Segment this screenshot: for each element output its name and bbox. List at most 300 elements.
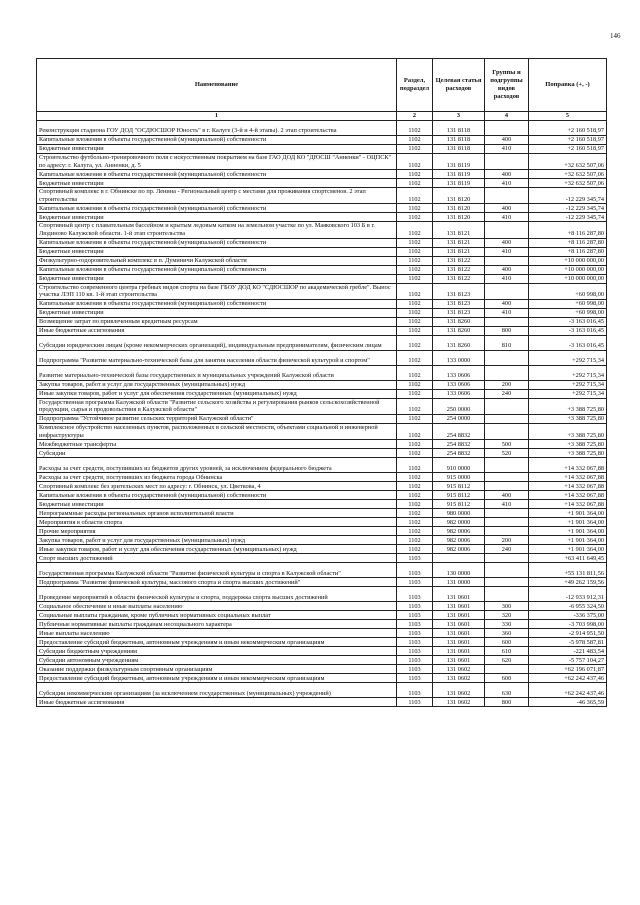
cell-expense-group: 410 <box>485 308 529 317</box>
column-header-target-article: Целевая статья расходов <box>433 59 485 112</box>
cell-section: 1103 <box>397 587 433 602</box>
cell-target-article: 131 8122 <box>433 265 485 274</box>
cell-section: 1102 <box>397 326 433 335</box>
cell-expense-group: 800 <box>485 698 529 707</box>
cell-target-article: 915 0000 <box>433 473 485 482</box>
cell-section: 1102 <box>397 509 433 518</box>
cell-name: Капитальные вложения в объекты государственной (муниципальной) собственности <box>37 204 397 213</box>
cell-amendment: +292 715,34 <box>529 365 607 380</box>
cell-expense-group: 800 <box>485 326 529 335</box>
cell-name: Проведение мероприятий в области физической культуры и спорта, поддержка спорта высших достижений <box>37 587 397 602</box>
cell-target-article: 131 8120 <box>433 204 485 213</box>
cell-expense-group: 410 <box>485 179 529 188</box>
cell-name: Государственная программа Калужской области "Развитие сельского хозяйства и регулирования рынков сельскохозяйственной продукции, сырья и продовольствия в Калужской области" <box>37 398 397 414</box>
table-row <box>37 698 607 707</box>
cell-amendment: +2 160 518,97 <box>529 136 607 145</box>
cell-section: 1102 <box>397 449 433 458</box>
cell-amendment: +3 388 725,80 <box>529 423 607 439</box>
cell-section: 1102 <box>397 518 433 527</box>
table-row <box>37 545 607 554</box>
cell-amendment: +55 131 811,56 <box>529 563 607 578</box>
cell-target-article: 133 0606 <box>433 380 485 389</box>
cell-expense-group <box>485 554 529 563</box>
cell-target-article: 131 8119 <box>433 154 485 170</box>
cell-name: Бюджетные инвестиции <box>37 274 397 283</box>
cell-expense-group: 620 <box>485 656 529 665</box>
cell-expense-group: 400 <box>485 265 529 274</box>
cell-section: 1102 <box>397 440 433 449</box>
cell-name: Строительство футбольно-тренировочного поля с искусственным покрытием на базе ГАО ДОД КО "ДЮСШ "Анненки" - ОЦПСК" по адресу: г. Калуга, ул. Анненки, д. 5 <box>37 154 397 170</box>
cell-section: 1102 <box>397 179 433 188</box>
cell-section: 1102 <box>397 335 433 350</box>
cell-target-article: 915 8112 <box>433 482 485 491</box>
cell-section: 1102 <box>397 414 433 423</box>
cell-amendment: +3 388 725,80 <box>529 449 607 458</box>
cell-name: Субсидии некоммерческим организациям (за исключением государственных (муниципальных) учреждений) <box>37 683 397 698</box>
cell-target-article: 131 0602 <box>433 665 485 674</box>
cell-expense-group: 360 <box>485 629 529 638</box>
table-row <box>37 204 607 213</box>
cell-target-article: 131 0601 <box>433 656 485 665</box>
cell-target-article: 131 8123 <box>433 308 485 317</box>
cell-name: Субсидии юридическим лицам (кроме некоммерческих организаций), индивидуальным предпринимателям, физическим лицам <box>37 335 397 350</box>
table-row <box>37 188 607 204</box>
cell-name: Государственная программа Калужской области "Развитие физической культуры и спорта в Калужской области" <box>37 563 397 578</box>
cell-expense-group <box>485 154 529 170</box>
cell-expense-group <box>485 423 529 439</box>
table-row <box>37 179 607 188</box>
cell-name: Бюджетные инвестиции <box>37 179 397 188</box>
table-row <box>37 308 607 317</box>
table-row <box>37 398 607 414</box>
cell-target-article: 131 8118 <box>433 136 485 145</box>
table-row <box>37 683 607 698</box>
cell-amendment: +1 901 364,00 <box>529 536 607 545</box>
cell-expense-group <box>485 509 529 518</box>
table-row <box>37 335 607 350</box>
cell-amendment: +1 901 364,00 <box>529 545 607 554</box>
cell-target-article: 250 0000 <box>433 398 485 414</box>
cell-amendment: +8 116 287,80 <box>529 222 607 238</box>
cell-expense-group <box>485 518 529 527</box>
cell-target-article <box>433 554 485 563</box>
cell-amendment: +14 332 067,88 <box>529 491 607 500</box>
cell-amendment: +10 000 000,00 <box>529 256 607 265</box>
table-row <box>37 222 607 238</box>
cell-target-article: 131 0601 <box>433 602 485 611</box>
cell-amendment: +8 116 287,80 <box>529 247 607 256</box>
cell-expense-group: 410 <box>485 213 529 222</box>
cell-name: Физкультурно-оздоровительный комплекс в п. Думиничи Калужской области <box>37 256 397 265</box>
cell-expense-group: 400 <box>485 170 529 179</box>
table-row <box>37 121 607 136</box>
table-row <box>37 611 607 620</box>
cell-name: Капитальные вложения в объекты государственной (муниципальной) собственности <box>37 238 397 247</box>
cell-section: 1102 <box>397 317 433 326</box>
cell-target-article: 131 0601 <box>433 647 485 656</box>
cell-name: Расходы за счет средств, поступивших из бюджета города Обнинска <box>37 473 397 482</box>
cell-section: 1102 <box>397 247 433 256</box>
cell-expense-group <box>485 482 529 491</box>
cell-target-article: 131 0601 <box>433 638 485 647</box>
cell-amendment: +1 901 364,00 <box>529 518 607 527</box>
cell-amendment: +49 262 159,56 <box>529 578 607 587</box>
cell-name: Спортивный комплекс в г. Обнинске по пр. Ленина - Региональный центр с местами для проживания спортсменов. 2 этап строительства <box>37 188 397 204</box>
cell-name: Комплексное обустройство населенных пунктов, расположенных в сельской местности, объектами социальной и инженерной инфраструктуры <box>37 423 397 439</box>
cell-name: Публичные нормативные выплаты гражданам несоциального характера <box>37 620 397 629</box>
cell-name: Субсидии <box>37 449 397 458</box>
column-number: 5 <box>529 112 607 121</box>
cell-target-article: 254 8832 <box>433 423 485 439</box>
cell-amendment: +32 632 507,06 <box>529 154 607 170</box>
table-row <box>37 587 607 602</box>
cell-expense-group: 630 <box>485 683 529 698</box>
cell-target-article: 910 0000 <box>433 458 485 473</box>
cell-name: Бюджетные инвестиции <box>37 145 397 154</box>
cell-expense-group <box>485 121 529 136</box>
table-row <box>37 578 607 587</box>
cell-target-article: 131 8120 <box>433 213 485 222</box>
cell-name: Мероприятия в области спорта <box>37 518 397 527</box>
cell-expense-group: 410 <box>485 274 529 283</box>
cell-target-article: 131 8122 <box>433 256 485 265</box>
table-row <box>37 509 607 518</box>
table-row <box>37 145 607 154</box>
cell-section: 1102 <box>397 380 433 389</box>
cell-section: 1103 <box>397 578 433 587</box>
table-row <box>37 154 607 170</box>
cell-expense-group <box>485 283 529 299</box>
cell-expense-group: 400 <box>485 238 529 247</box>
cell-expense-group: 200 <box>485 380 529 389</box>
column-header-expense-group: Группы и подгруппы видов расходов <box>485 59 529 112</box>
column-header-section: Раздел, подраздел <box>397 59 433 112</box>
cell-target-article: 982 0006 <box>433 536 485 545</box>
cell-target-article: 131 8120 <box>433 188 485 204</box>
cell-amendment: +2 160 518,97 <box>529 145 607 154</box>
cell-target-article: 131 0601 <box>433 629 485 638</box>
table-row <box>37 458 607 473</box>
cell-section: 1102 <box>397 145 433 154</box>
cell-amendment: -46 365,59 <box>529 698 607 707</box>
cell-name: Закупка товаров, работ и услуг для государственных (муниципальных) нужд <box>37 380 397 389</box>
table-row <box>37 326 607 335</box>
cell-target-article: 254 0000 <box>433 414 485 423</box>
cell-expense-group <box>485 350 529 365</box>
cell-section: 1102 <box>397 308 433 317</box>
cell-amendment: +60 998,00 <box>529 308 607 317</box>
cell-expense-group: 520 <box>485 449 529 458</box>
cell-expense-group <box>485 365 529 380</box>
cell-expense-group <box>485 414 529 423</box>
cell-expense-group: 810 <box>485 335 529 350</box>
table-row <box>37 665 607 674</box>
cell-target-article: 131 8260 <box>433 326 485 335</box>
cell-amendment: +14 332 067,88 <box>529 482 607 491</box>
cell-amendment: -3 703 998,00 <box>529 620 607 629</box>
cell-amendment: -12 229 345,74 <box>529 213 607 222</box>
cell-expense-group: 400 <box>485 136 529 145</box>
cell-target-article: 131 8121 <box>433 238 485 247</box>
cell-name: Спортивный комплекс без зрительских мест по адресу: г. Обнинск, ул. Цветкова, 4 <box>37 482 397 491</box>
cell-name: Иные выплаты населению <box>37 629 397 638</box>
column-number: 4 <box>485 112 529 121</box>
table-row <box>37 500 607 509</box>
cell-amendment: +14 332 067,88 <box>529 458 607 473</box>
cell-section: 1102 <box>397 154 433 170</box>
cell-name: Спортивный центр с плавательным бассейном и крытым ледовым катком на земельном участке по ул. Маяковского 103 Б в г. Людиново Калужской области. 1-й этап строительства <box>37 222 397 238</box>
cell-section: 1103 <box>397 665 433 674</box>
cell-amendment: +14 332 067,88 <box>529 473 607 482</box>
table-row <box>37 602 607 611</box>
cell-expense-group <box>485 317 529 326</box>
cell-target-article: 131 0602 <box>433 683 485 698</box>
cell-target-article: 982 0000 <box>433 518 485 527</box>
cell-target-article: 915 8112 <box>433 500 485 509</box>
cell-amendment: +32 632 507,06 <box>529 170 607 179</box>
table-row <box>37 365 607 380</box>
cell-target-article: 131 0602 <box>433 698 485 707</box>
cell-name: Капитальные вложения в объекты государственной (муниципальной) собственности <box>37 136 397 145</box>
cell-target-article: 131 8118 <box>433 145 485 154</box>
cell-amendment: +8 116 287,80 <box>529 238 607 247</box>
cell-section: 1102 <box>397 491 433 500</box>
cell-target-article: 130 0000 <box>433 563 485 578</box>
cell-name: Капитальные вложения в объекты государственной (муниципальной) собственности <box>37 170 397 179</box>
cell-amendment: +14 332 067,88 <box>529 500 607 509</box>
table-row <box>37 656 607 665</box>
table-row <box>37 638 607 647</box>
table-row <box>37 256 607 265</box>
cell-section: 1102 <box>397 423 433 439</box>
cell-target-article: 915 8112 <box>433 491 485 500</box>
cell-expense-group <box>485 527 529 536</box>
cell-amendment: -3 163 016,45 <box>529 335 607 350</box>
cell-section: 1102 <box>397 170 433 179</box>
cell-amendment: +292 715,34 <box>529 350 607 365</box>
cell-expense-group <box>485 587 529 602</box>
column-number: 2 <box>397 112 433 121</box>
cell-section: 1102 <box>397 238 433 247</box>
cell-target-article: 131 8260 <box>433 317 485 326</box>
table-row <box>37 380 607 389</box>
cell-section: 1102 <box>397 458 433 473</box>
cell-name: Оказание поддержки физкультурным спортивным организациям <box>37 665 397 674</box>
table-row <box>37 674 607 683</box>
cell-section: 1103 <box>397 638 433 647</box>
cell-section: 1102 <box>397 527 433 536</box>
cell-name: Реконструкция стадиона ГОУ ДОД "ОСДЮСШОР Юность" в г. Калуге (3-й и 4-й этапы). 2 этап строительства <box>37 121 397 136</box>
cell-name: Социальное обеспечение и иные выплаты населению <box>37 602 397 611</box>
cell-section: 1102 <box>397 204 433 213</box>
cell-name: Капитальные вложения в объекты государственной (муниципальной) собственности <box>37 299 397 308</box>
cell-target-article: 131 0601 <box>433 620 485 629</box>
cell-expense-group: 610 <box>485 647 529 656</box>
cell-name: Возмещение затрат по привлеченным кредитным ресурсам <box>37 317 397 326</box>
cell-amendment: +60 998,00 <box>529 283 607 299</box>
cell-target-article: 133 0606 <box>433 389 485 398</box>
cell-section: 1103 <box>397 683 433 698</box>
cell-amendment: -3 163 016,45 <box>529 317 607 326</box>
table-row <box>37 170 607 179</box>
table-row <box>37 283 607 299</box>
cell-amendment: +3 388 725,80 <box>529 398 607 414</box>
table-body <box>37 121 607 707</box>
table-row <box>37 389 607 398</box>
column-header-name: Наименование <box>37 59 397 112</box>
table-row <box>37 518 607 527</box>
cell-section: 1103 <box>397 629 433 638</box>
cell-name: Иные закупки товаров, работ и услуг для обеспечения государственных (муниципальных) нужд <box>37 545 397 554</box>
cell-name: Строительство современного центра гребных видов спорта на базе ГБОУ ДОД КО "СДЮСШОР по академической гребле". Вынос участка ЛЭП 110 кв. 1-й этап строительства <box>37 283 397 299</box>
cell-target-article: 133 0000 <box>433 350 485 365</box>
table-row <box>37 247 607 256</box>
table-row <box>37 449 607 458</box>
cell-name: Подпрограмма "Устойчивое развитие сельских территорий Калужской области" <box>37 414 397 423</box>
cell-name: Иные бюджетные ассигнования <box>37 698 397 707</box>
cell-section: 1102 <box>397 121 433 136</box>
cell-name: Непрограммные расходы региональных органов исполнительной власти <box>37 509 397 518</box>
cell-expense-group <box>485 458 529 473</box>
cell-name: Спорт высших достижений <box>37 554 397 563</box>
cell-amendment: +10 000 000,00 <box>529 274 607 283</box>
cell-expense-group: 600 <box>485 674 529 683</box>
cell-section: 1102 <box>397 482 433 491</box>
cell-expense-group: 300 <box>485 602 529 611</box>
cell-amendment: +3 388 725,80 <box>529 440 607 449</box>
table-row <box>37 423 607 439</box>
cell-name: Бюджетные инвестиции <box>37 308 397 317</box>
cell-name: Расходы за счет средств, поступивших из бюджетов других уровней, за исключением федерального бюджета <box>37 458 397 473</box>
table-row <box>37 414 607 423</box>
cell-amendment: +63 411 649,45 <box>529 554 607 563</box>
cell-amendment: -12 229 345,74 <box>529 188 607 204</box>
cell-name: Бюджетные инвестиции <box>37 213 397 222</box>
cell-amendment: -5 978 587,81 <box>529 638 607 647</box>
cell-expense-group <box>485 665 529 674</box>
cell-section: 1102 <box>397 473 433 482</box>
cell-expense-group <box>485 473 529 482</box>
cell-section: 1102 <box>397 188 433 204</box>
cell-name: Иные закупки товаров, работ и услуг для обеспечения государственных (муниципальных) нужд <box>37 389 397 398</box>
cell-amendment: +292 715,34 <box>529 380 607 389</box>
cell-name: Прочие мероприятия <box>37 527 397 536</box>
cell-section: 1102 <box>397 222 433 238</box>
cell-target-article: 254 8832 <box>433 440 485 449</box>
cell-section: 1103 <box>397 602 433 611</box>
cell-amendment: +62 242 437,46 <box>529 683 607 698</box>
cell-target-article: 131 0601 <box>433 587 485 602</box>
cell-section: 1102 <box>397 213 433 222</box>
cell-expense-group <box>485 563 529 578</box>
cell-target-article: 131 0000 <box>433 578 485 587</box>
cell-expense-group: 410 <box>485 145 529 154</box>
cell-name: Закупка товаров, работ и услуг для государственных (муниципальных) нужд <box>37 536 397 545</box>
cell-amendment: +62 242 437,46 <box>529 674 607 683</box>
cell-amendment: -12 229 345,74 <box>529 204 607 213</box>
cell-expense-group: 200 <box>485 536 529 545</box>
cell-name: Подпрограмма "Развитие материально-технической базы для занятия населения области физической культурой и спортом" <box>37 350 397 365</box>
cell-target-article: 131 8119 <box>433 170 485 179</box>
cell-amendment: +292 715,34 <box>529 389 607 398</box>
cell-name: Иные бюджетные ассигнования <box>37 326 397 335</box>
cell-section: 1103 <box>397 647 433 656</box>
table-row <box>37 482 607 491</box>
cell-name: Межбюджетные трансферты <box>37 440 397 449</box>
cell-section: 1102 <box>397 265 433 274</box>
cell-target-article: 982 0006 <box>433 527 485 536</box>
cell-amendment: +1 901 364,00 <box>529 509 607 518</box>
cell-section: 1102 <box>397 283 433 299</box>
cell-amendment: -336 375,00 <box>529 611 607 620</box>
cell-target-article: 133 0606 <box>433 365 485 380</box>
page-number: 146 <box>610 32 621 40</box>
cell-expense-group <box>485 398 529 414</box>
cell-expense-group: 500 <box>485 440 529 449</box>
table-row <box>37 265 607 274</box>
cell-amendment: +62 196 071,87 <box>529 665 607 674</box>
budget-table <box>36 58 607 707</box>
cell-amendment: +32 632 507,06 <box>529 179 607 188</box>
table-row <box>37 473 607 482</box>
cell-name: Бюджетные инвестиции <box>37 500 397 509</box>
cell-section: 1102 <box>397 389 433 398</box>
cell-expense-group: 400 <box>485 491 529 500</box>
cell-amendment: -12 933 912,31 <box>529 587 607 602</box>
cell-expense-group: 240 <box>485 389 529 398</box>
cell-target-article: 131 8119 <box>433 179 485 188</box>
cell-expense-group <box>485 188 529 204</box>
table-row <box>37 647 607 656</box>
cell-expense-group: 600 <box>485 638 529 647</box>
table-row <box>37 238 607 247</box>
cell-expense-group: 410 <box>485 247 529 256</box>
table-row <box>37 317 607 326</box>
cell-amendment: -221 483,54 <box>529 647 607 656</box>
cell-section: 1103 <box>397 656 433 665</box>
cell-section: 1103 <box>397 698 433 707</box>
cell-expense-group: 410 <box>485 500 529 509</box>
cell-target-article: 131 8260 <box>433 335 485 350</box>
table-row <box>37 213 607 222</box>
table-row <box>37 491 607 500</box>
cell-expense-group <box>485 578 529 587</box>
column-header-amendment: Поправка (+, -) <box>529 59 607 112</box>
cell-target-article: 131 8122 <box>433 274 485 283</box>
cell-section: 1102 <box>397 350 433 365</box>
cell-section: 1103 <box>397 611 433 620</box>
cell-expense-group <box>485 256 529 265</box>
cell-amendment: -5 757 104,27 <box>529 656 607 665</box>
cell-name: Подпрограмма "Развитие физической культуры, массового спорта и спорта высших достижений" <box>37 578 397 587</box>
table-row <box>37 299 607 308</box>
cell-section: 1103 <box>397 554 433 563</box>
cell-amendment: -3 163 016,45 <box>529 326 607 335</box>
table-row <box>37 629 607 638</box>
cell-section: 1102 <box>397 536 433 545</box>
cell-name: Предоставление субсидий бюджетным, автономным учреждениям и иным некоммерческим организациям <box>37 638 397 647</box>
column-number: 3 <box>433 112 485 121</box>
cell-name: Развитие материально-технической базы государственных и муниципальных учреждений Калужской области <box>37 365 397 380</box>
table-row <box>37 620 607 629</box>
column-number: 1 <box>37 112 397 121</box>
cell-name: Социальные выплаты гражданам, кроме публичных нормативных социальных выплат <box>37 611 397 620</box>
cell-expense-group: 240 <box>485 545 529 554</box>
cell-expense-group: 320 <box>485 611 529 620</box>
cell-target-article: 131 8123 <box>433 283 485 299</box>
cell-name: Бюджетные инвестиции <box>37 247 397 256</box>
cell-amendment: -2 914 951,50 <box>529 629 607 638</box>
